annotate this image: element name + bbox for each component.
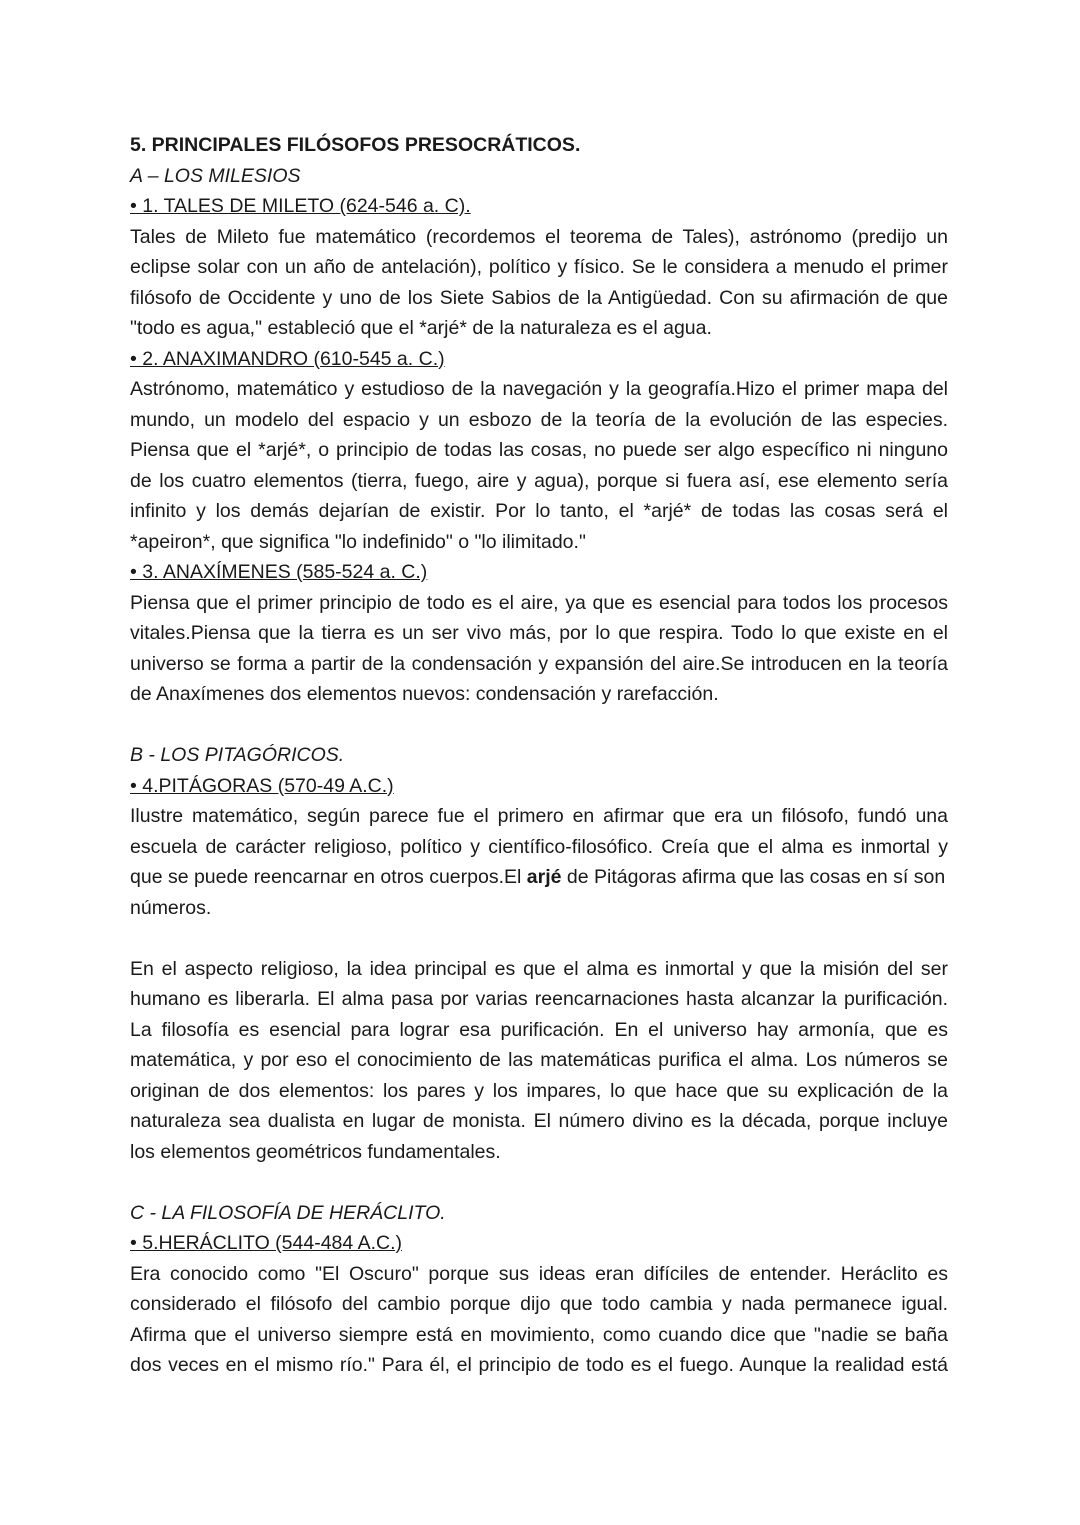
paragraph-line: considerado el filósofo del cambio porque dijo que todo cambia y nada permanece igual. bbox=[130, 1293, 948, 1315]
paragraph-line: En el aspecto religioso, la idea principal es que el alma es inmortal y que la misión del ser bbox=[130, 957, 948, 980]
paragraph-line: originan de dos elementos: los pares y los impares, lo que hace que su explicación de la bbox=[130, 1079, 948, 1102]
subheading-anaximandro: • 2. ANAXIMANDRO (610-545 a. C.) bbox=[130, 347, 445, 370]
bold-term-arje: arjé bbox=[526, 866, 562, 888]
subheading-heraclito: • 5.HERÁCLITO (544-484 A.C.) bbox=[130, 1232, 402, 1254]
document-title: 5. PRINCIPALES FILÓSOFOS PRESOCRÁTICOS. bbox=[130, 134, 581, 156]
paragraph-line: La filosofía es esencial para lograr esa purificación. En el universo hay armonía, que es bbox=[130, 1018, 948, 1041]
paragraph-line: Ilustre matemático, según parece fue el primero en afirmar que era un filósofo, fundó una bbox=[130, 805, 948, 827]
paragraph-line: infinito y los demás dejarían de existir. Por lo tanto, el *arjé* de todas las cosas será el bbox=[130, 500, 948, 522]
paragraph-line: vitales.Piensa que la tierra es un ser vivo más, por lo que respira. Todo lo que existe en el bbox=[130, 622, 948, 644]
subheading-anaximenes: • 3. ANAXÍMENES (585-524 a. C.) bbox=[130, 561, 428, 583]
paragraph-line: humano es liberarla. El alma pasa por varias reencarnaciones hasta alcanzar la purificación. bbox=[130, 988, 948, 1010]
blank-line bbox=[130, 923, 948, 954]
paragraph-line: Afirma que el universo siempre está en movimiento, como cuando dice que "nadie se baña bbox=[130, 1323, 948, 1346]
paragraph-line: mundo, un modelo del espacio y un esbozo de la teoría de la evolución de las especies. bbox=[130, 408, 948, 431]
paragraph-line: Astrónomo, matemático y estudioso de la navegación y la geografía.Hizo el primer mapa del bbox=[130, 378, 948, 400]
text-run: que se puede reencarnar en otros cuerpos.El bbox=[130, 866, 527, 888]
paragraph-line: filósofo de Occidente y uno de los Siete Sabios de la Antigüedad. Con su afirmación de que bbox=[130, 286, 948, 309]
paragraph-line: universo se forma a partir de la condensación y expansión del aire.Se introducen en la teoría bbox=[130, 652, 948, 675]
paragraph-line: escuela de carácter religioso, político y científico-filosófico. Creía que el alma es inmortal y bbox=[130, 835, 948, 858]
blank-line bbox=[130, 710, 948, 741]
text-run: de Pitágoras afirma que las cosas en sí son bbox=[561, 866, 946, 888]
section-heading-milesios: A – LOS MILESIOS bbox=[130, 164, 301, 187]
paragraph-line: números. bbox=[130, 896, 212, 919]
document-body bbox=[130, 130, 948, 1381]
subheading-pitagoras: • 4.PITÁGORAS (570-49 A.C.) bbox=[130, 774, 394, 797]
paragraph-line: eclipse solar con un año de antelación), político y físico. Se le considera a menudo el primer bbox=[130, 256, 948, 278]
paragraph-line: *apeiron*, que significa "lo indefinido" o "lo ilimitado." bbox=[130, 530, 586, 553]
paragraph-line: de los cuatro elementos (tierra, fuego, aire y agua), porque si fuera así, ese elemento sería bbox=[130, 469, 948, 492]
section-heading-heraclito: C - LA FILOSOFÍA DE HERÁCLITO. bbox=[130, 1201, 446, 1224]
paragraph-line: dos veces en el mismo río." Para él, el principio de todo es el fuego. Aunque la realidad está bbox=[130, 1354, 948, 1376]
section-heading-pitagoricos: B - LOS PITAGÓRICOS. bbox=[130, 744, 345, 766]
paragraph-line: Tales de Mileto fue matemático (recordemos el teorema de Tales), astrónomo (predijo un bbox=[130, 225, 948, 248]
paragraph-line: Era conocido como "El Oscuro" porque sus ideas eran difíciles de entender. Heráclito es bbox=[130, 1262, 948, 1285]
paragraph-line bbox=[130, 862, 948, 893]
paragraph-line: los elementos geométricos fundamentales. bbox=[130, 1140, 501, 1163]
subheading-tales: • 1. TALES DE MILETO (624-546 a. C). bbox=[130, 195, 471, 217]
paragraph-line: "todo es agua," estableció que el *arjé* de la naturaleza es el agua. bbox=[130, 317, 712, 339]
paragraph-line: de Anaxímenes dos elementos nuevos: condensación y rarefacción. bbox=[130, 683, 719, 705]
paragraph-line: matemática, y por eso el conocimiento de las matemáticas purifica el alma. Los números se bbox=[130, 1049, 948, 1071]
paragraph-line: Piensa que el *arjé*, o principio de todas las cosas, no puede ser algo específico ni ninguno bbox=[130, 439, 948, 461]
blank-line bbox=[130, 1167, 948, 1198]
paragraph-line: naturaleza sea dualista en lugar de monista. El número divino es la década, porque incluye bbox=[130, 1110, 948, 1132]
paragraph-line: Piensa que el primer principio de todo es el aire, ya que es esencial para todos los procesos bbox=[130, 591, 948, 614]
